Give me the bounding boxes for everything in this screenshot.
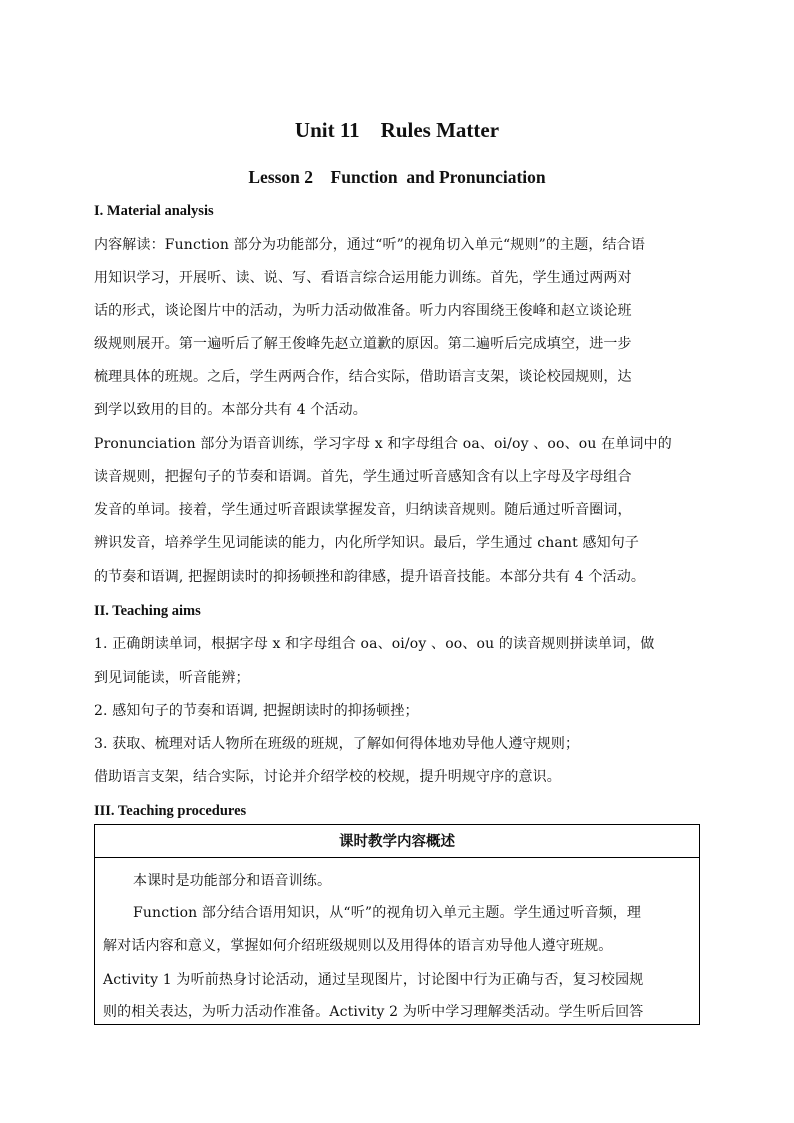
material-line: 话的形式，谈论图片中的活动，为听力活动做准备。听力内容围绕王俊峰和赵立谈论班	[94, 303, 632, 319]
material-line: 辨识发音，培养学生见词能读的能力，内化所学知识。最后，学生通过 chant 感知句子	[94, 535, 640, 551]
material-line: 读音规则，把握句子的节奏和语调。首先，学生通过听音感知含有以上字母及字母组合	[94, 469, 632, 485]
table-text-line: 本课时是功能部分和语音训练。	[133, 873, 332, 889]
aims-line: 1. 正确朗读单词，根据字母 x 和字母组合 oa、oi/oy 、oo、ou 的读音规则拼读单词，做	[94, 636, 655, 652]
material-line: 发音的单词。接着，学生通过听音跟读掌握发音，归纳读音规则。随后通过听音圈词，	[94, 502, 632, 518]
table-text-line: 解对话内容和意义，掌握如何介绍班级规则以及用得体的语言劝导他人遵守班规。	[103, 938, 613, 954]
aims-line: 3. 获取、梳理对话人物所在班级的班规，了解如何得体地劝导他人遵守规则；	[94, 736, 580, 752]
material-line: 的节奏和语调, 把握朗读时的抑扬顿挫和韵律感，提升语音技能。本部分共有 4 个活动。	[94, 569, 646, 585]
table-text-line: Activity 1 为听前热身讨论活动，通过呈现图片，讨论图中行为正确与否，复习校园规	[103, 972, 644, 988]
aims-line: 到见词能读，听音能辨；	[94, 670, 250, 686]
material-line: 内容解读：Function 部分为功能部分，通过“听”的视角切入单元“规则”的主题，结合语	[94, 237, 645, 253]
lesson-subtitle: Lesson 2 Function and Pronunciation	[248, 167, 546, 187]
section-heading-aims: II. Teaching aims	[94, 603, 201, 619]
material-line: 用知识学习，开展听、读、说、写、看语言综合运用能力训练。首先，学生通过两两对	[94, 270, 632, 286]
section-heading-material: I. Material analysis	[94, 203, 214, 219]
material-line: 梳理具体的班规。之后，学生两两合作，结合实际，借助语言支架，谈论校园规则，达	[94, 369, 632, 385]
material-line: Pronunciation 部分为语音训练，学习字母 x 和字母组合 oa、oi/oy 、oo、ou 在单词中的	[94, 436, 672, 452]
aims-line: 借助语言支架，结合实际，讨论并介绍学校的校规，提升明规守序的意识。	[94, 769, 561, 785]
table-header: 课时教学内容概述	[95, 825, 699, 858]
table-text-line: Function 部分结合语用知识，从“听”的视角切入单元主题。学生通过听音频，理	[133, 905, 642, 921]
section-heading-procedures: III. Teaching procedures	[94, 803, 247, 819]
aims-line: 2. 感知句子的节奏和语调, 把握朗读时的抑扬顿挫；	[94, 703, 419, 719]
unit-title: Unit 11 Rules Matter	[294, 118, 500, 142]
material-line: 级规则展开。第一遍听后了解王俊峰先赵立道歉的原因。第二遍听后完成填空，进一步	[94, 336, 632, 352]
table-text-line: 则的相关表达，为听力活动作准备。Activity 2 为听中学习理解类活动。学生听后回答	[103, 1004, 644, 1020]
lesson-overview-table	[94, 824, 700, 1025]
material-line: 到学以致用的目的。本部分共有 4 个活动。	[94, 402, 367, 418]
